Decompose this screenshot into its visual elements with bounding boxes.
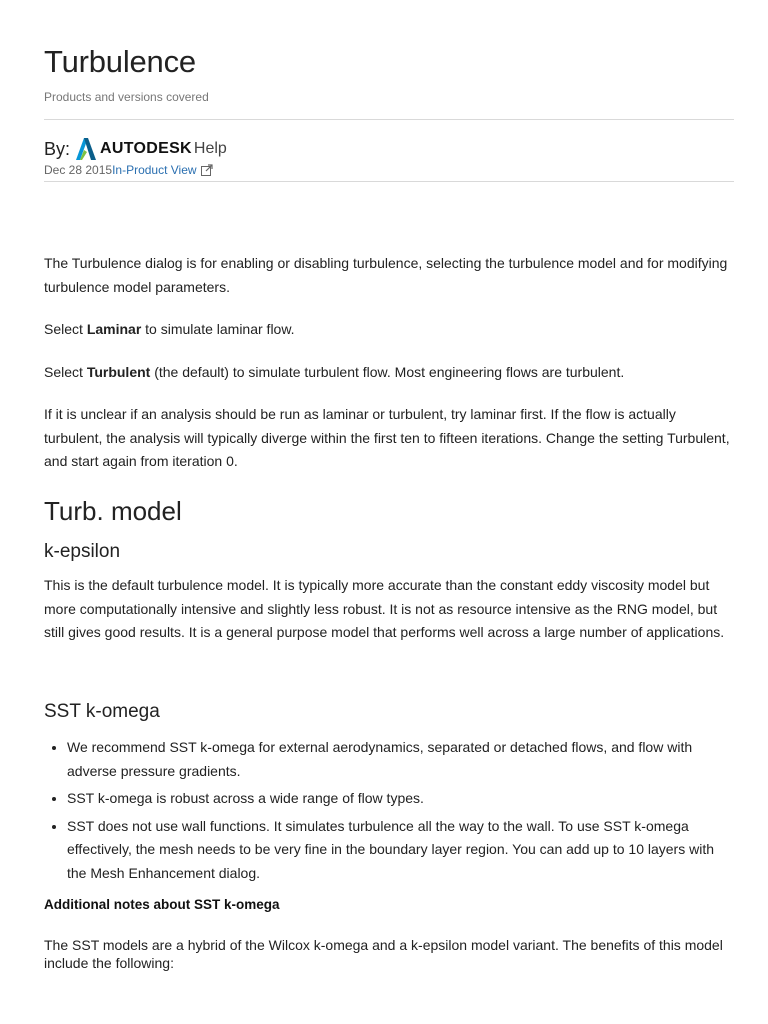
notes-paragraph: The SST models are a hybrid of the Wilcox k-omega and a k-epsilon model variant. The benefits of this model include the following: bbox=[44, 937, 723, 971]
turbulent-term: Turbulent bbox=[86, 364, 151, 380]
autodesk-logo-icon bbox=[76, 138, 96, 160]
sst-bullet-list bbox=[44, 736, 737, 889]
autodesk-logo bbox=[76, 138, 192, 160]
external-link-icon[interactable] bbox=[201, 164, 213, 176]
page-title: Turbulence bbox=[44, 44, 196, 79]
by-label: By: bbox=[44, 138, 71, 159]
laminar-or-turbulent-paragraph: If it is unclear if an analysis should be run as laminar or turbulent, try laminar first. If the flow is actually turbulent, the analysis will typically diverge within the first ten to fifteen iterations. Change the setting Turbulent, and start again from iteration 0. bbox=[44, 406, 730, 469]
publish-date: Dec 28 2015 bbox=[44, 163, 113, 177]
text: (the default) to simulate turbulent flow. Most engineering flows are turbulent. bbox=[150, 364, 625, 380]
text: to simulate laminar flow. bbox=[141, 321, 295, 337]
divider bbox=[44, 119, 734, 120]
article bbox=[44, 0, 768, 1024]
products-versions-link[interactable]: Products and versions covered bbox=[44, 90, 209, 104]
help-label: Help bbox=[193, 140, 227, 157]
byline bbox=[44, 138, 227, 160]
turbulent-paragraph bbox=[44, 361, 768, 385]
laminar-paragraph bbox=[44, 318, 768, 342]
divider bbox=[44, 181, 734, 182]
section-heading: Turb. model bbox=[44, 496, 182, 526]
meta-row bbox=[44, 163, 213, 177]
in-product-view-link[interactable]: In-Product View bbox=[112, 163, 197, 177]
text: Select bbox=[44, 321, 87, 337]
notes-heading: Additional notes about SST k-omega bbox=[44, 897, 280, 912]
laminar-term: Laminar bbox=[86, 321, 142, 337]
logo-text: AUTODESK bbox=[100, 140, 192, 157]
list-item: • SST does not use wall functions. It simulates turbulence all the way to the wall. To use SST k-omega effectively, the mesh needs to be very fine in the boundary layer region. You can add up to 10 layers with the Mesh Enhancement dialog. bbox=[67, 815, 737, 886]
text: Select bbox=[44, 364, 87, 380]
list-item: • SST k-omega is robust across a wide range of flow types. bbox=[67, 787, 737, 811]
kepsilon-paragraph: This is the default turbulence model. It is typically more accurate than the constant eddy viscosity model but more computationally intensive and slightly less robust. It is not as resource intensive as the RNG model, but still gives good results. It is a general purpose model that performs well across a large number of applications. bbox=[44, 577, 725, 640]
subsection-heading: SST k-omega bbox=[44, 701, 160, 722]
list-item: • We recommend SST k-omega for external aerodynamics, separated or detached flows, and flow with adverse pressure gradients. bbox=[67, 736, 737, 783]
subsection-heading: k-epsilon bbox=[44, 541, 121, 562]
intro-paragraph: The Turbulence dialog is for enabling or disabling turbulence, selecting the turbulence model and for modifying turbulence model parameters. bbox=[44, 255, 728, 295]
